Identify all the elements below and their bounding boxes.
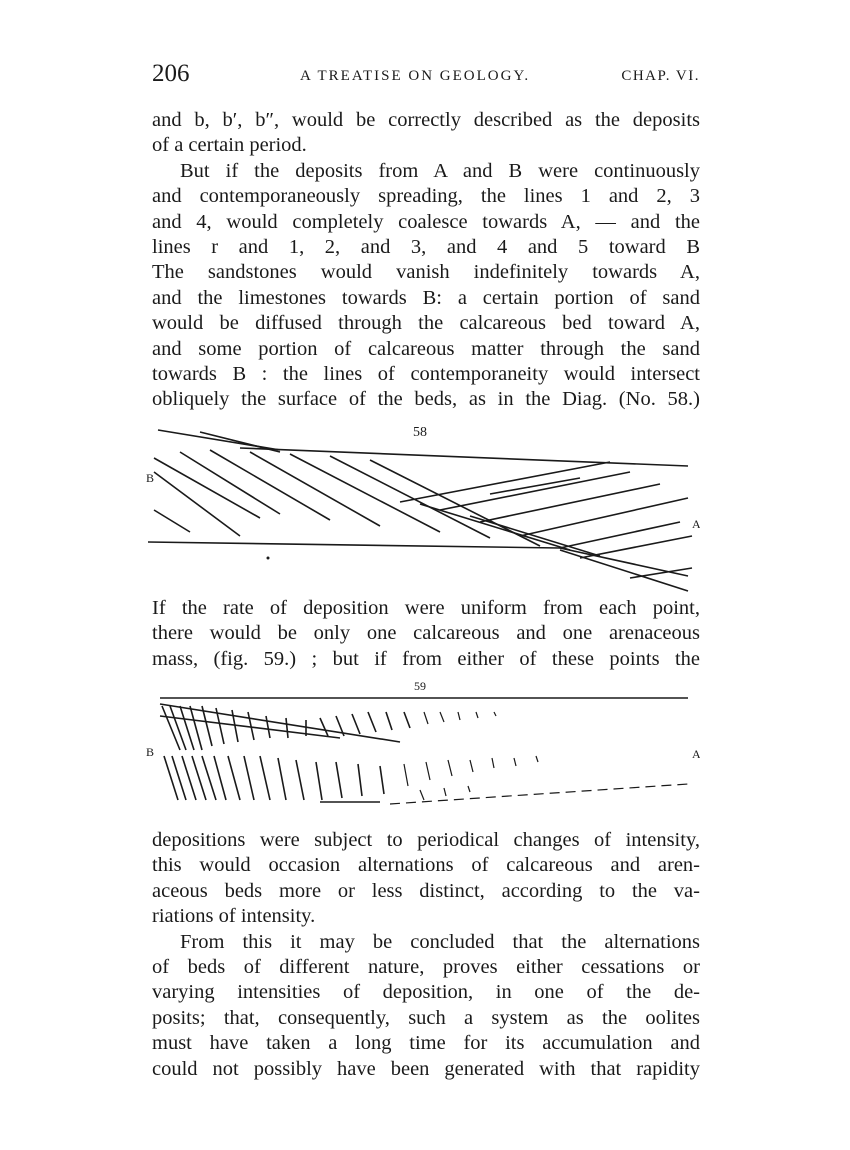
figure-number: 59: [414, 679, 426, 693]
text-line: But if the deposits from A and B were continuously: [180, 159, 700, 182]
paragraph-block-2: [152, 596, 700, 672]
strata-lines: [148, 430, 692, 591]
text-line: there would be only one calcareous and one arenaceous: [152, 622, 700, 645]
text-line: From this it may be concluded that the alternations: [180, 930, 700, 953]
figure-59-diagram: [140, 676, 700, 826]
page-number: 206: [152, 60, 190, 87]
text-line: of beds of different nature, proves either cessations or: [152, 955, 700, 978]
text-line: The sandstones would vanish indefinitely towards A,: [152, 261, 700, 284]
text-line: aceous beds more or less distinct, according to the va-: [152, 879, 700, 902]
text-line: of a certain period.: [152, 134, 307, 157]
text-line: mass, (fig. 59.) ; but if from either of these points the: [152, 647, 700, 670]
figure-58-diagram: [140, 418, 700, 598]
figure-label-a: A: [692, 747, 700, 761]
figure-label-b: B: [146, 471, 155, 485]
text-line: and 4, would completely coalesce towards A, — and the: [152, 210, 700, 233]
page-header: [152, 60, 700, 90]
paragraph-block-3: [152, 828, 700, 1082]
text-line: depositions were subject to periodical changes of intensity,: [152, 829, 700, 851]
fading-strata-lines: [390, 712, 688, 804]
text-line: and the limestones towards B: a certain portion of sand: [152, 286, 700, 309]
text-line: and contemporaneously spreading, the lines 1 and 2, 3: [152, 185, 700, 208]
text-line: posits; that, consequently, such a system as the oolites: [152, 1006, 700, 1029]
paragraph-block-1: [152, 108, 700, 413]
text-line: obliquely the surface of the beds, as in the Diag. (No. 58.): [152, 388, 700, 411]
text-line: would be diffused through the calcareous bed toward A,: [152, 312, 700, 335]
figure-label-a: A: [692, 517, 700, 531]
chapter-label: CHAP. VI.: [621, 68, 700, 84]
figure-number: 58: [413, 425, 427, 440]
text-line: could not possibly have been generated with that rapidity: [152, 1057, 700, 1080]
text-line: If the rate of deposition were uniform from each point,: [152, 597, 700, 619]
text-line: must have taken a long time for its accumulation and: [152, 1032, 700, 1055]
figure-label-b: B: [146, 745, 155, 759]
text-line: varying intensities of deposition, in one of the de-: [152, 981, 700, 1004]
text-line: lines r and 1, 2, and 3, and 4 and 5 toward B: [152, 235, 700, 258]
text-line: and b, b′, b″, would be correctly described as the deposits: [152, 109, 700, 131]
running-title: A TREATISE ON GEOLOGY.: [300, 68, 531, 84]
text-line: this would occasion alternations of calcareous and aren-: [152, 854, 700, 877]
text-line: riations of intensity.: [152, 905, 316, 928]
text-line: and some portion of calcareous matter through the sand: [152, 337, 700, 360]
text-line: towards B : the lines of contemporaneity would intersect: [152, 362, 700, 385]
